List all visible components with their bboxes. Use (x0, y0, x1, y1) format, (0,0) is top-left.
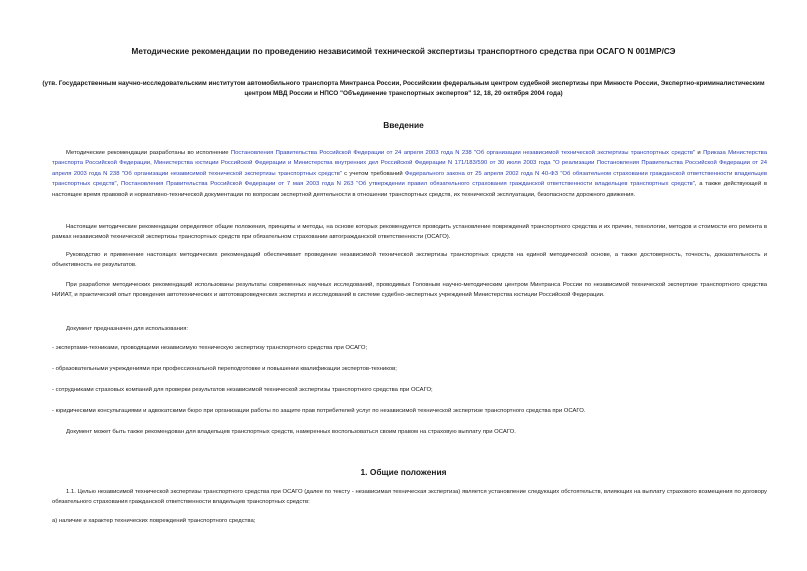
intro-paragraph-2: Настоящие методические рекомендации определяют общие положения, принципы и методы, на основе которых рекомендуется проводить установление повреждений транспортного средства и их причин, технологии, методов и стоимости его ремонта в рамках независимой технической экспертизы транспортных средств при обязательном страховании автогражданской ответственности (ОСАГО). (52, 224, 767, 241)
link-government-decree-238[interactable]: Постановления Правительства Российской Федерации от 24 апреля 2003 года N 238 "Об организации независимой технической экспертизы транспортных средств" (230, 150, 696, 156)
section-1-paragraph-1: 1.1. Целью независимой технической экспертизы транспортного средства при ОСАГО (далее по тексту - независимая техническая экспертиза) является установление следующих обстоятельств, влияющих на выплату страхового возмещения по договору обязательного страхования гражданской ответственности владельцев транспортных средств: (52, 489, 767, 506)
intro-heading: Введение (383, 120, 424, 130)
intro-p1-text-3: с учетом требований (341, 170, 405, 177)
intro-paragraph-4: При разработке методических рекомендаций использованы результаты современных научных исследований, проводимых Головным научно-методическим центром Минтранса России по независимой технической экспертизе транспортного средства НИИАТ, и практический опыт проведения автотехнических и автотовароведческих экспертиз и исследований в системе судебно-экспертных учреждений Министерства юстиции Российской Федерации. (52, 282, 767, 299)
intro-p1-text-5: , а также действующей в настоящее время правовой и нормативно-технической документации по вопросам экспертной деятельности в отношении транспортных средств, их технической эксплуатации, безопасности дорожного движения. (52, 181, 768, 198)
intro-paragraph-1 (52, 148, 767, 200)
approval-note: (утв. Государственным научно-исследовательским институтом автомобильного транспорта Минтранса России, Российским федеральным центром судебной экспертизы при Минюсте России, Экспертно-криминалистическим центром МВД России и НПСО "Объединение транспортных экспертов" 12, 18, 20 октября 2004 года) (42, 80, 765, 97)
section-1-heading: 1. Общие положения (360, 467, 447, 477)
intro-paragraph-3: Руководство и применение настоящих методических рекомендаций обеспечивает проведение независимой технической экспертизы транспортных средств на единой методической основе, а также достоверность, точность, доказательность и объективность ее результатов. (52, 252, 767, 269)
intro-p1-text-4: , (116, 181, 122, 188)
usage-list-item-2: - образовательными учреждениями при профессиональной переподготовке и повышении квалификации экспертов-техников; (52, 366, 397, 372)
document-title: Методические рекомендации по проведению независимой технической экспертизы транспортного средства при ОСАГО N 001МР/СЭ (131, 47, 676, 56)
intro-paragraph-6: Документ может быть также рекомендован для владельцев транспортных средств, намеренных воспользоваться своим правом на страховую выплату при ОСАГО. (66, 429, 516, 435)
intro-paragraph-5: Документ предназначен для использования: (66, 326, 189, 332)
intro-p1-text-1: Методические рекомендации разработаны во исполнение (66, 150, 231, 156)
usage-list-item-3: - сотрудниками страховых компаний для проверки результатов независимой технической экспертизы транспортного средства при ОСАГО; (52, 387, 433, 393)
usage-list-item-4: - юридическими консультациями и адвокатскими бюро при организации работы по защите прав потребителей услуг по независимой технической экспертизе транспортного средства при ОСАГО. (52, 408, 586, 414)
link-federal-law-40fz[interactable]: Федерального закона от 25 апреля 2002 года N 40-ФЗ "Об обязательном страховании гражданской ответственности владельцев транспортных средств" (52, 170, 767, 188)
section-1-item-a: а) наличие и характер технических повреждений транспортного средства; (52, 518, 256, 524)
usage-list-item-1: - экспертами-техниками, проводящими независимую техническую экспертизу транспортного средства при ОСАГО; (52, 345, 368, 351)
intro-p1-text-2: и (695, 150, 704, 156)
link-ministry-order-171[interactable]: Приказа Министерства транспорта Российской Федерации, Министерства юстиции Российской Федерации и Министерства внутренних дел Российской Федерации N 171/183/590 от 30 июля 2003 года "О реализации Постановления Правительства Российской Федерации от 24 апреля 2003 года N 238 "Об организации независимой технической экспертизы транспортных средств" (52, 150, 767, 177)
link-government-decree-263[interactable]: Постановления Правительства Российской Федерации от 7 мая 2003 года N 263 "Об утверждении правил обязательного страхования гражданской ответственности владельцев транспортных средств" (121, 181, 695, 188)
